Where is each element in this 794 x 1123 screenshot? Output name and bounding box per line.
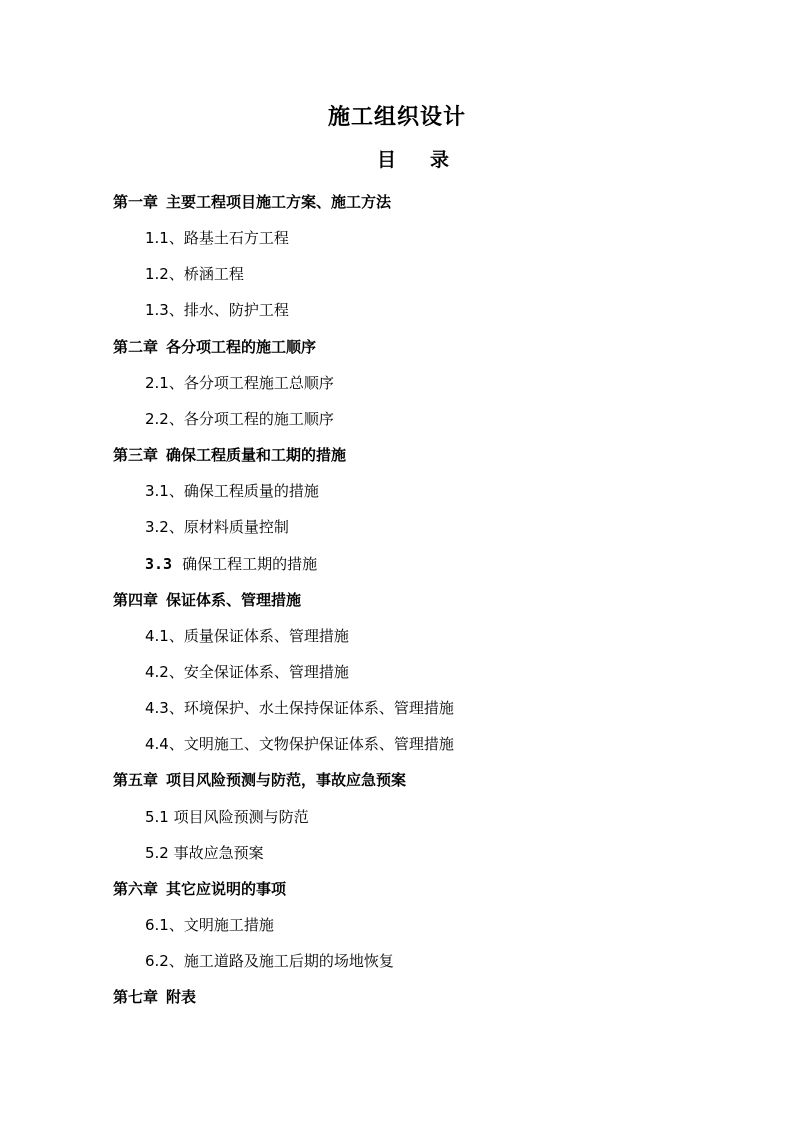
section-title: 3.2、原材料质量控制 xyxy=(145,518,289,536)
toc-section-item[interactable] xyxy=(145,264,244,284)
section-title: 2.1、各分项工程施工总顺序 xyxy=(145,374,334,392)
section-title: 1.3、排水、防护工程 xyxy=(145,301,289,319)
section-title: 3.1、确保工程质量的措施 xyxy=(145,482,319,500)
chapter-number: 第四章 xyxy=(113,591,159,609)
chapter-title: 各分项工程的施工顺序 xyxy=(166,338,317,356)
toc-chapter-item[interactable] xyxy=(113,879,286,899)
chapter-number: 第六章 xyxy=(113,880,159,898)
toc-section-item[interactable] xyxy=(145,300,289,320)
chapter-number: 第七章 xyxy=(113,988,159,1006)
toc-section-item[interactable] xyxy=(145,662,349,682)
toc-section-item[interactable] xyxy=(145,554,317,574)
toc-section-item[interactable] xyxy=(145,843,264,863)
toc-chapter-item[interactable] xyxy=(113,770,406,790)
toc-section-item[interactable] xyxy=(145,734,454,754)
toc-chapter-item[interactable] xyxy=(113,987,196,1007)
toc-section-item[interactable] xyxy=(145,807,309,827)
chapter-number: 第五章 xyxy=(113,771,159,789)
toc-chapter-item[interactable] xyxy=(113,445,346,465)
toc-section-item[interactable] xyxy=(145,409,334,429)
section-title: 4.3、环境保护、水土保持保证体系、管理措施 xyxy=(145,699,454,717)
chapter-number: 第二章 xyxy=(113,338,159,356)
chapter-title: 主要工程项目施工方案、施工方法 xyxy=(166,193,392,211)
chapter-title: 项目风险预测与防范，事故应急预案 xyxy=(166,771,407,789)
toc-chapter-item[interactable] xyxy=(113,590,301,610)
toc-chapter-item[interactable] xyxy=(113,192,391,212)
section-title: 6.2、施工道路及施工后期的场地恢复 xyxy=(145,952,394,970)
section-title: 4.2、安全保证体系、管理措施 xyxy=(145,663,349,681)
toc-chapter-item[interactable] xyxy=(113,337,316,357)
section-title: 1.2、桥涵工程 xyxy=(145,265,244,283)
chapter-number: 第一章 xyxy=(113,193,159,211)
chapter-title: 其它应说明的事项 xyxy=(166,880,287,898)
chapter-number: 第三章 xyxy=(113,446,159,464)
section-title: 4.1、质量保证体系、管理措施 xyxy=(145,627,349,645)
toc-section-item[interactable] xyxy=(145,626,349,646)
document-title: 施工组织设计 xyxy=(327,104,466,130)
section-title: 2.2、各分项工程的施工顺序 xyxy=(145,410,334,428)
toc-section-item[interactable] xyxy=(145,915,274,935)
toc-heading xyxy=(0,145,794,172)
chapter-title: 确保工程质量和工期的措施 xyxy=(166,446,347,464)
toc-section-item[interactable] xyxy=(145,373,334,393)
section-title: 6.1、文明施工措施 xyxy=(145,916,274,934)
toc-section-item[interactable] xyxy=(145,951,394,971)
section-title: 1.1、路基土石方工程 xyxy=(145,229,289,247)
toc-section-item[interactable] xyxy=(145,517,289,537)
toc-section-item[interactable] xyxy=(145,228,289,248)
chapter-title: 保证体系、管理措施 xyxy=(166,591,302,609)
section-title: 5.2 事故应急预案 xyxy=(145,844,264,862)
section-title: 5.1 项目风险预测与防范 xyxy=(145,808,309,826)
toc-heading-right: 录 xyxy=(430,149,450,171)
toc-section-item[interactable] xyxy=(145,698,454,718)
toc-heading-left: 目 xyxy=(376,149,396,171)
section-number: 3.3 xyxy=(145,555,173,573)
section-title: 确保工程工期的措施 xyxy=(182,555,318,573)
section-title: 4.4、文明施工、文物保护保证体系、管理措施 xyxy=(145,735,454,753)
chapter-title: 附表 xyxy=(166,988,197,1006)
toc-section-item[interactable] xyxy=(145,481,319,501)
